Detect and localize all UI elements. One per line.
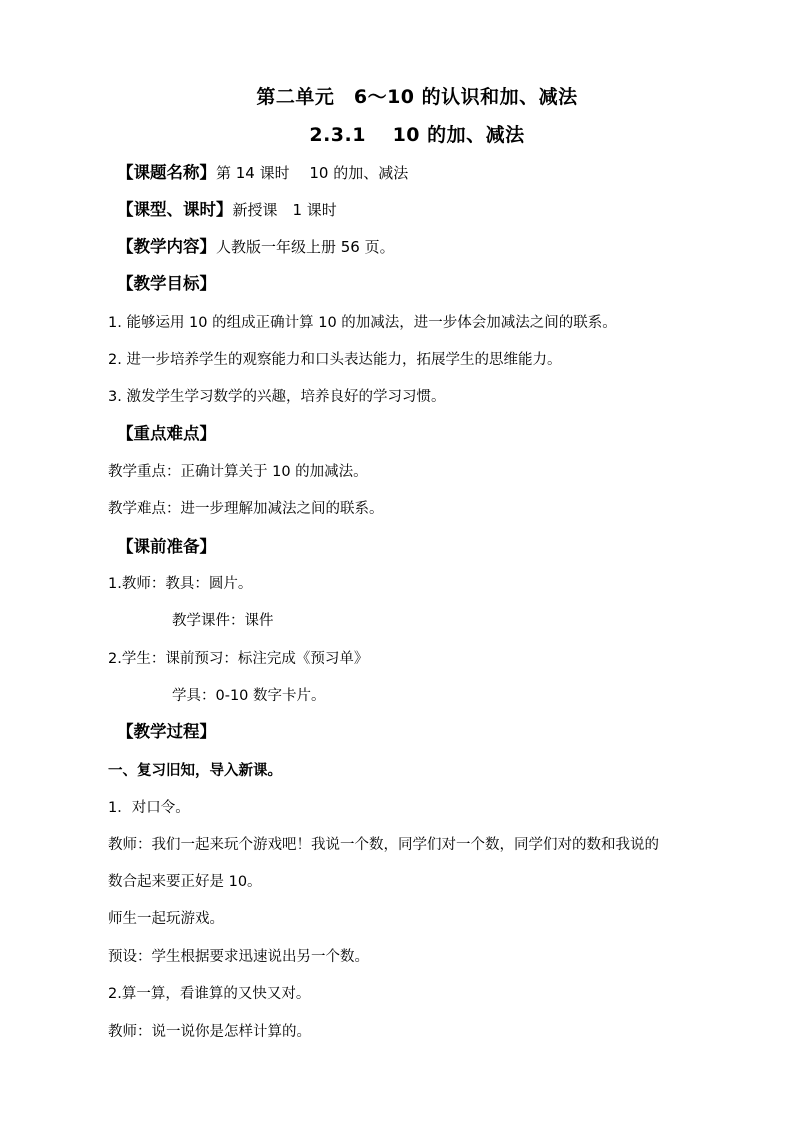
info-value: 人教版一年级上册 56 页。 [216, 238, 395, 256]
goals-heading: 【教学目标】 [117, 274, 216, 293]
process-line: 1．对口令。 [108, 800, 190, 816]
info-value: 第 14 课时 10 的加、减法 [216, 164, 409, 182]
prep-item: 教学课件：课件 [172, 613, 274, 629]
info-value: 新授课 1 课时 [232, 201, 337, 219]
prep-heading: 【课前准备】 [117, 537, 216, 556]
info-label: 【课型、课时】 [117, 200, 233, 219]
key-points-heading: 【重点难点】 [117, 424, 216, 443]
prep-item: 学具：0-10 数字卡片。 [172, 688, 326, 704]
info-label: 【课题名称】 [117, 163, 216, 182]
info-label: 【教学内容】 [117, 237, 216, 256]
unit-title: 第二单元 6～10 的认识和加、减法 [256, 86, 578, 108]
lesson-title: 2.3.1 10 的加、减法 [309, 124, 525, 146]
info-lesson-type [117, 202, 337, 219]
process-line: 师生一起玩游戏。 [108, 911, 224, 927]
process-heading: 【教学过程】 [117, 722, 216, 741]
process-line: 预设：学生根据要求迅速说出另一个数。 [108, 949, 369, 965]
goal-item: 1. 能够运用 10 的组成正确计算 10 的加减法，进一步体会加减法之间的联系。 [108, 315, 617, 331]
prep-item: 1.教师：教具：圆片。 [108, 576, 253, 592]
section-title: 一、复习旧知，导入新课。 [108, 763, 282, 779]
info-teaching-content [117, 239, 395, 256]
key-point-item: 教学难点：进一步理解加减法之间的联系。 [108, 501, 384, 517]
goal-item: 3. 激发学生学习数学的兴趣，培养良好的学习习惯。 [108, 389, 446, 405]
process-line: 教师：我们一起来玩个游戏吧！我说一个数，同学们对一个数，同学们对的数和我说的 [108, 837, 659, 853]
prep-item: 2.学生：课前预习：标注完成《预习单》 [108, 651, 369, 667]
process-line: 数合起来要正好是 10。 [108, 874, 262, 890]
process-line: 教师：说一说你是怎样计算的。 [108, 1024, 311, 1040]
info-lesson-name [117, 165, 408, 182]
process-line: 2.算一算，看谁算的又快又对。 [108, 986, 311, 1002]
goal-item: 2. 进一步培养学生的观察能力和口头表达能力，拓展学生的思维能力。 [108, 352, 562, 368]
key-point-item: 教学重点：正确计算关于 10 的加减法。 [108, 464, 368, 480]
